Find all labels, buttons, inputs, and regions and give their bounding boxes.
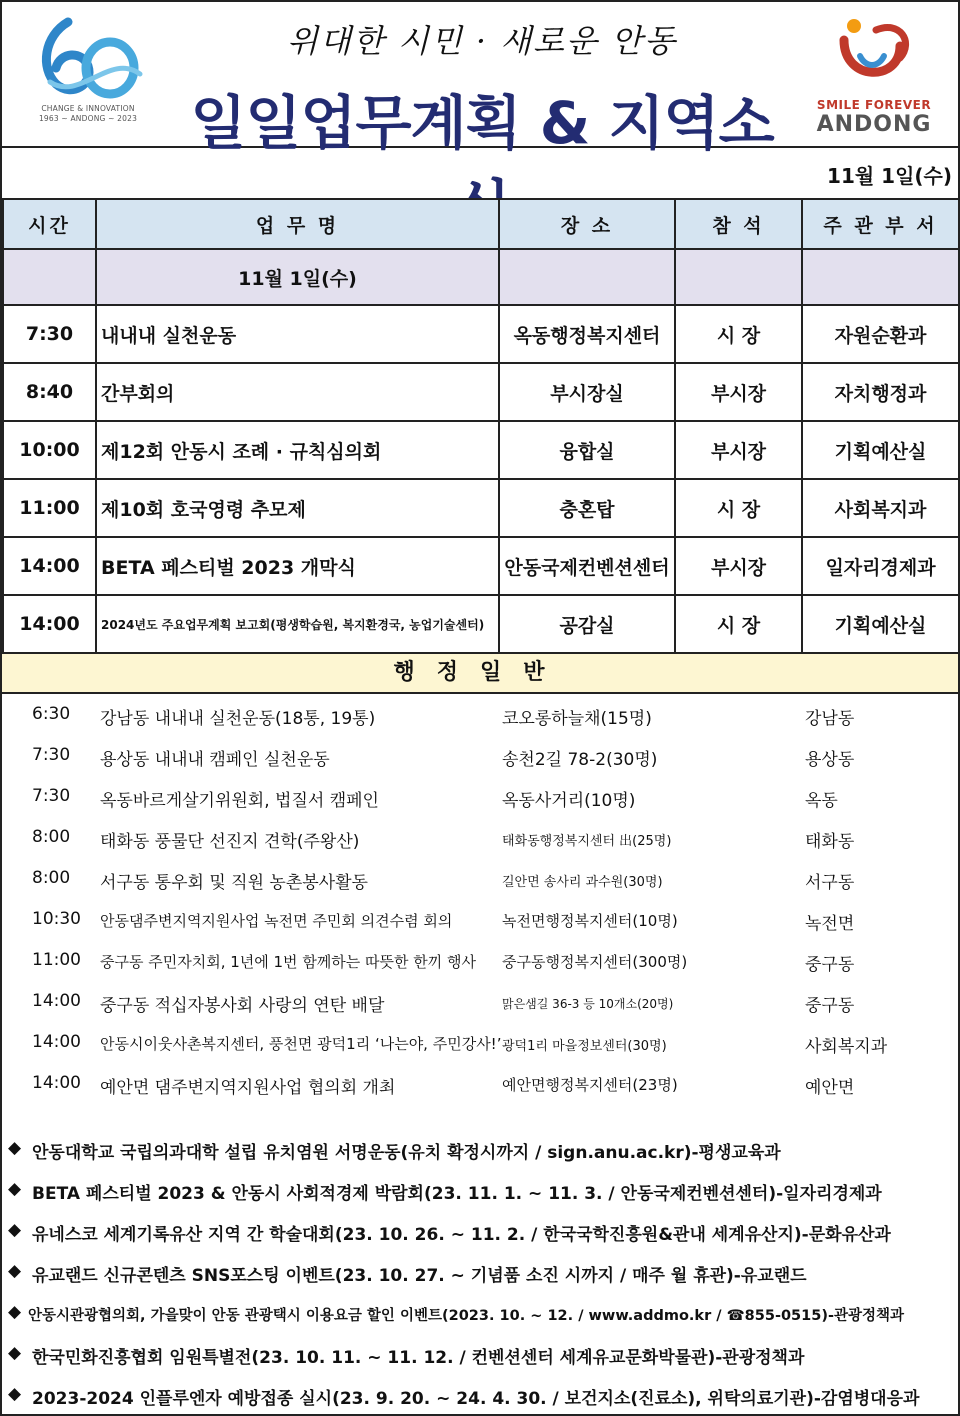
diamond-bullet-icon: ◆ xyxy=(8,1179,22,1199)
news-text: 안동대학교 국립의과대학 설립 유치염원 서명운동(유치 확정시까지 / sign.anu.ac.kr)-평생교육과 xyxy=(32,1143,781,1163)
news-text: 한국민화진흥협회 임원특별전(23. 10. 11. ~ 11. 12. / 컨벤션센터 세계유교문화박물관)-관광정책과 xyxy=(32,1348,805,1368)
brand-andong: ANDONG xyxy=(816,112,932,137)
item-dept: 녹전면 xyxy=(805,914,855,934)
item-time: 14:00 xyxy=(32,1032,81,1052)
item-task: 용상동 내내내 캠페인 실천운동 xyxy=(100,750,330,770)
row-task: 내내내 실천운동 xyxy=(96,305,499,363)
anniversary-caption-1: CHANGE & INNOVATION xyxy=(41,104,135,113)
row-attendee: 부시장 xyxy=(675,421,802,479)
list-item xyxy=(2,817,958,858)
row-place: 안동국제컨벤션센터 xyxy=(499,537,675,595)
item-task: 안동시이웃사촌복지센터, 풍천면 광덕1리 ‘나는야, 주민강사!’ xyxy=(100,1035,502,1053)
list-item xyxy=(2,735,958,776)
item-place: 길안면 송사리 과수원(30명) xyxy=(502,875,663,890)
news-item xyxy=(2,1210,958,1251)
row-place: 충혼탑 xyxy=(499,479,675,537)
item-task: 서구동 통우회 및 직원 농촌봉사활동 xyxy=(100,873,368,893)
row-attendee: 시 장 xyxy=(675,305,802,363)
diamond-bullet-icon: ◆ xyxy=(8,1384,22,1404)
andong-city-logo xyxy=(814,12,934,142)
item-task: 태화동 풍물단 선진지 견학(주왕산) xyxy=(100,832,360,852)
schedule-table xyxy=(2,198,960,654)
row-task: BETA 페스티벌 2023 개막식 xyxy=(96,537,499,595)
news-text: 유네스코 세계기록유산 지역 간 학술대회(23. 10. 26. ~ 11. 2. / 한국국학진흥원&관내 세계유산지)-문화유산과 xyxy=(32,1225,891,1245)
col-dept: 주 관 부 서 xyxy=(802,199,959,249)
list-item xyxy=(2,776,958,817)
slogan: 위대한 시민 · 새로운 안동 xyxy=(287,22,677,60)
item-dept: 중구동 xyxy=(805,955,855,975)
news-item xyxy=(2,1292,958,1333)
row-time: 10:00 xyxy=(3,421,96,479)
item-task: 안동댐주변지역지원사업 녹전면 주민회 의견수렴 회의 xyxy=(100,912,453,930)
list-item xyxy=(2,858,958,899)
item-time: 11:00 xyxy=(32,950,81,970)
col-task: 업 무 명 xyxy=(96,199,499,249)
col-attendee: 참 석 xyxy=(675,199,802,249)
item-time: 10:30 xyxy=(32,909,81,929)
item-dept: 태화동 xyxy=(805,832,855,852)
news-text: 안동시관광협의회, 가을맞이 안동 관광택시 이용요금 할인 이벤트(2023. 10. ~ 12. / www.addmo.kr / ☎855-0515)-관광정책과 xyxy=(28,1308,904,1324)
news-item xyxy=(2,1169,958,1210)
row-attendee: 시 장 xyxy=(675,479,802,537)
col-place: 장 소 xyxy=(499,199,675,249)
row-dept: 기획예산실 xyxy=(802,421,959,479)
item-dept: 서구동 xyxy=(805,873,855,893)
item-time: 14:00 xyxy=(32,1073,81,1093)
current-date: 11월 1일(수) xyxy=(827,164,952,188)
item-place: 중구동행정복지센터(300명) xyxy=(502,953,688,971)
item-task: 강남동 내내내 실천운동(18통, 19통) xyxy=(100,709,376,729)
item-time: 7:30 xyxy=(32,786,71,806)
admin-section-title: 행정일반 xyxy=(2,652,958,694)
diamond-bullet-icon: ◆ xyxy=(8,1302,22,1322)
table-row xyxy=(3,537,959,595)
list-item xyxy=(2,940,958,981)
table-row xyxy=(3,305,959,363)
schedule-date-label: 11월 1일(수) xyxy=(96,249,499,305)
diamond-bullet-icon: ◆ xyxy=(8,1220,22,1240)
news-text: 유교랜드 신규콘텐츠 SNS포스팅 이벤트(23. 10. 27. ~ 기념품 소진 시까지 / 매주 월 휴관)-유교랜드 xyxy=(32,1266,807,1286)
news-text: BETA 페스티벌 2023 & 안동시 사회적경제 박람회(23. 11. 1. ~ 11. 3. / 안동국제컨벤션센터)-일자리경제과 xyxy=(32,1184,882,1204)
header xyxy=(2,2,958,157)
diamond-bullet-icon: ◆ xyxy=(8,1138,22,1158)
smile-forever-emblem-icon xyxy=(814,12,934,98)
item-time: 14:00 xyxy=(32,991,81,1011)
row-time: 14:00 xyxy=(3,537,96,595)
item-place: 광덕1리 마을정보센터(30명) xyxy=(502,1039,667,1054)
row-dept: 일자리경제과 xyxy=(802,537,959,595)
item-place: 녹전면행정복지센터(10명) xyxy=(502,912,678,930)
row-time: 14:00 xyxy=(3,595,96,653)
item-dept: 중구동 xyxy=(805,996,855,1016)
item-time: 8:00 xyxy=(32,827,71,847)
item-place: 맑은샘길 36-3 등 10개소(20명) xyxy=(502,997,674,1011)
schedule-date-row xyxy=(3,249,959,305)
anniversary-caption-2: 1963 ~ ANDONG ~ 2023 xyxy=(38,114,138,123)
item-dept: 용상동 xyxy=(805,750,855,770)
row-attendee: 부시장 xyxy=(675,537,802,595)
anniversary-60-logo xyxy=(30,12,146,130)
col-time: 시간 xyxy=(3,199,96,249)
row-task: 2024년도 주요업무계획 보고회(평생학습원, 복지환경국, 농업기술센터) xyxy=(96,595,499,653)
list-item xyxy=(2,981,958,1022)
row-task: 제12회 안동시 조례 · 규칙심의회 xyxy=(96,421,499,479)
item-time: 6:30 xyxy=(32,704,71,724)
row-dept: 자원순환과 xyxy=(802,305,959,363)
row-attendee: 부시장 xyxy=(675,363,802,421)
row-task: 제10회 호국영령 추모제 xyxy=(96,479,499,537)
brand-smile-forever: SMILE FOREVER xyxy=(816,98,932,112)
news-item xyxy=(2,1374,958,1415)
list-item xyxy=(2,694,958,735)
list-item xyxy=(2,899,958,940)
row-place: 부시장실 xyxy=(499,363,675,421)
table-row xyxy=(3,479,959,537)
item-place: 송천2길 78-2(30명) xyxy=(502,750,658,770)
row-dept: 사회복지과 xyxy=(802,479,959,537)
diamond-bullet-icon: ◆ xyxy=(8,1343,22,1363)
item-place: 코오롱하늘채(15명) xyxy=(502,709,652,729)
diamond-bullet-icon: ◆ xyxy=(8,1261,22,1281)
item-task: 중구동 적십자봉사회 사랑의 연탄 배달 xyxy=(100,996,385,1016)
item-time: 8:00 xyxy=(32,868,71,888)
row-time: 8:40 xyxy=(3,363,96,421)
item-dept: 강남동 xyxy=(805,709,855,729)
regional-news-list xyxy=(2,1128,958,1415)
item-dept: 예안면 xyxy=(805,1078,855,1098)
news-item xyxy=(2,1251,958,1292)
page-title: 일일업무계획 & 지역소 xyxy=(190,89,774,157)
row-attendee: 시 장 xyxy=(675,595,802,653)
row-place: 공감실 xyxy=(499,595,675,653)
row-task: 간부회의 xyxy=(96,363,499,421)
news-item xyxy=(2,1128,958,1169)
item-time: 7:30 xyxy=(32,745,71,765)
row-time: 11:00 xyxy=(3,479,96,537)
row-place: 융합실 xyxy=(499,421,675,479)
sixty-emblem-icon xyxy=(30,12,146,104)
news-text: 2023-2024 인플루엔자 예방접종 실시(23. 9. 20. ~ 24. 4. 30. / 보건지소(진료소), 위탁의료기관)-감염병대응과 xyxy=(32,1389,920,1409)
row-dept: 자치행정과 xyxy=(802,363,959,421)
item-task: 중구동 주민자치회, 1년에 1번 함께하는 따뜻한 한끼 행사 xyxy=(100,953,477,971)
item-task: 옥동바르게살기위원회, 법질서 캠페인 xyxy=(100,791,379,811)
admin-list xyxy=(2,694,958,1104)
table-row xyxy=(3,421,959,479)
row-dept: 기획예산실 xyxy=(802,595,959,653)
item-dept: 옥동 xyxy=(805,791,838,811)
item-dept: 사회복지과 xyxy=(805,1037,888,1057)
news-item xyxy=(2,1333,958,1374)
table-row xyxy=(3,595,959,653)
item-place: 예안면행정복지센터(23명) xyxy=(502,1076,678,1094)
schedule-header-row xyxy=(3,199,959,249)
list-item xyxy=(2,1022,958,1063)
item-place: 태화동행정복지센터 出(25명) xyxy=(502,834,672,849)
row-time: 7:30 xyxy=(3,305,96,363)
table-row xyxy=(3,363,959,421)
list-item xyxy=(2,1063,958,1104)
row-place: 옥동행정복지센터 xyxy=(499,305,675,363)
item-place: 옥동사거리(10명) xyxy=(502,791,636,811)
item-task: 예안면 댐주변지역지원사업 협의회 개최 xyxy=(100,1078,396,1098)
